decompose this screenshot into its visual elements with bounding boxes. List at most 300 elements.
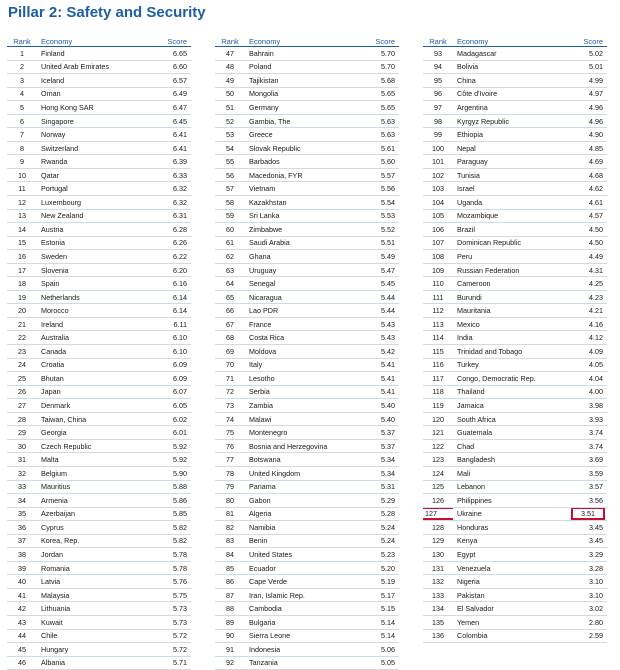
table-row <box>215 656 399 670</box>
economy-cell: Latvia <box>37 575 149 589</box>
rank-cell: 73 <box>215 399 245 413</box>
economy-cell: Russian Federation <box>453 263 565 277</box>
score-cell: 6.05 <box>149 399 191 413</box>
economy-cell: Moldova <box>245 345 357 359</box>
table-row <box>423 588 607 602</box>
table-row <box>423 561 607 575</box>
score-cell: 3.45 <box>565 521 607 535</box>
table-row <box>423 372 607 386</box>
economy-cell: New Zealand <box>37 209 149 223</box>
rank-cell: 61 <box>215 236 245 250</box>
table-row <box>423 575 607 589</box>
table-row <box>7 372 191 386</box>
score-cell: 5.63 <box>357 128 399 142</box>
economy-cell: Ukraine <box>453 507 565 521</box>
economy-cell: India <box>453 331 565 345</box>
table-row <box>215 521 399 535</box>
economy-cell: United States <box>245 548 357 562</box>
economy-cell: Canada <box>37 345 149 359</box>
score-cell: 5.17 <box>357 588 399 602</box>
economy-cell: Slovenia <box>37 263 149 277</box>
rank-cell: 69 <box>215 345 245 359</box>
score-cell: 5.65 <box>357 87 399 101</box>
score-cell: 5.78 <box>149 548 191 562</box>
table-row <box>423 466 607 480</box>
rank-cell: 59 <box>215 209 245 223</box>
score-cell: 4.09 <box>565 345 607 359</box>
rank-cell: 67 <box>215 317 245 331</box>
rank-cell: 108 <box>423 250 453 264</box>
economy-cell: China <box>453 74 565 88</box>
score-cell: 5.56 <box>357 182 399 196</box>
rank-header: Rank <box>215 36 245 47</box>
score-cell: 5.40 <box>357 412 399 426</box>
score-cell: 5.41 <box>357 372 399 386</box>
rank-cell: 72 <box>215 385 245 399</box>
score-cell: 4.57 <box>565 209 607 223</box>
score-cell: 5.65 <box>357 101 399 115</box>
table-row <box>215 155 399 169</box>
economy-cell: Yemen <box>453 615 565 629</box>
economy-cell: Argentina <box>453 101 565 115</box>
economy-cell: Taiwan, China <box>37 412 149 426</box>
table-row <box>215 615 399 629</box>
table-row <box>215 196 399 210</box>
score-cell: 4.23 <box>565 290 607 304</box>
economy-cell: Bangladesh <box>453 453 565 467</box>
economy-cell: Egypt <box>453 548 565 562</box>
table-row <box>423 250 607 264</box>
score-cell: 6.45 <box>149 114 191 128</box>
score-cell: 5.19 <box>357 575 399 589</box>
score-cell: 5.70 <box>357 47 399 61</box>
table-row <box>7 643 191 657</box>
economy-cell: Iran, Islamic Rep. <box>245 588 357 602</box>
table-row <box>7 494 191 508</box>
table-row <box>7 561 191 575</box>
rank-header: Rank <box>423 36 453 47</box>
table-row <box>7 87 191 101</box>
rank-cell: 57 <box>215 182 245 196</box>
table-row <box>215 466 399 480</box>
rank-cell: 100 <box>423 141 453 155</box>
score-cell: 4.90 <box>565 128 607 142</box>
economy-cell: Morocco <box>37 304 149 318</box>
score-cell: 5.60 <box>357 155 399 169</box>
economy-cell: Bolivia <box>453 60 565 74</box>
score-cell: 5.63 <box>357 114 399 128</box>
ranking-table <box>423 36 607 643</box>
score-cell: 3.28 <box>565 561 607 575</box>
table-row <box>423 114 607 128</box>
score-cell: 5.86 <box>149 494 191 508</box>
rank-cell: 14 <box>7 223 37 237</box>
score-cell: 5.92 <box>149 439 191 453</box>
rank-cell: 66 <box>215 304 245 318</box>
rank-cell: 130 <box>423 548 453 562</box>
table-row <box>423 412 607 426</box>
score-cell: 6.31 <box>149 209 191 223</box>
score-cell: 5.78 <box>149 561 191 575</box>
economy-cell: Finland <box>37 47 149 61</box>
table-row <box>7 575 191 589</box>
economy-cell: Portugal <box>37 182 149 196</box>
score-cell: 5.01 <box>565 60 607 74</box>
score-header: Score <box>357 36 399 47</box>
table-row <box>423 101 607 115</box>
economy-cell: Greece <box>245 128 357 142</box>
rank-cell: 120 <box>423 412 453 426</box>
economy-cell: Mongolia <box>245 87 357 101</box>
table-row <box>7 182 191 196</box>
table-row <box>7 236 191 250</box>
economy-cell: Bosnia and Herzegovina <box>245 439 357 453</box>
rank-cell: 135 <box>423 615 453 629</box>
economy-cell: Lesotho <box>245 372 357 386</box>
table-row <box>7 290 191 304</box>
table-row <box>215 128 399 142</box>
table-row <box>215 74 399 88</box>
score-cell: 5.90 <box>149 466 191 480</box>
economy-cell: Senegal <box>245 277 357 291</box>
economy-cell: Armenia <box>37 494 149 508</box>
score-cell: 3.29 <box>565 548 607 562</box>
rank-cell: 52 <box>215 114 245 128</box>
ranking-column-1 <box>7 36 191 668</box>
ranking-table <box>215 36 399 670</box>
economy-cell: Poland <box>245 60 357 74</box>
score-cell: 4.50 <box>565 223 607 237</box>
rank-cell: 103 <box>423 182 453 196</box>
economy-cell: Albania <box>37 656 149 670</box>
economy-cell: Bulgaria <box>245 615 357 629</box>
economy-cell: Vietnam <box>245 182 357 196</box>
score-cell: 4.62 <box>565 182 607 196</box>
economy-cell: Tajikistan <box>245 74 357 88</box>
score-cell: 5.42 <box>357 345 399 359</box>
score-cell: 5.57 <box>357 168 399 182</box>
rank-cell: 64 <box>215 277 245 291</box>
table-row <box>7 602 191 616</box>
table-row <box>215 87 399 101</box>
rank-cell: 48 <box>215 60 245 74</box>
economy-cell: Sweden <box>37 250 149 264</box>
rank-cell: 40 <box>7 575 37 589</box>
economy-cell: Austria <box>37 223 149 237</box>
rank-cell: 19 <box>7 290 37 304</box>
economy-cell: Qatar <box>37 168 149 182</box>
score-cell: 4.99 <box>565 74 607 88</box>
rank-cell: 109 <box>423 263 453 277</box>
table-row <box>7 412 191 426</box>
economy-cell: Japan <box>37 385 149 399</box>
economy-cell: Saudi Arabia <box>245 236 357 250</box>
score-cell: 5.20 <box>357 561 399 575</box>
economy-cell: Burundi <box>453 290 565 304</box>
rank-cell: 17 <box>7 263 37 277</box>
rank-cell: 90 <box>215 629 245 643</box>
score-cell: 5.47 <box>357 263 399 277</box>
score-cell: 5.23 <box>357 548 399 562</box>
economy-cell: Congo, Democratic Rep. <box>453 372 565 386</box>
table-row <box>423 548 607 562</box>
table-row <box>215 399 399 413</box>
table-row <box>215 588 399 602</box>
table-row <box>423 290 607 304</box>
economy-header: Economy <box>245 36 357 47</box>
rank-cell: 117 <box>423 372 453 386</box>
table-row <box>215 236 399 250</box>
economy-cell: Botswana <box>245 453 357 467</box>
score-cell: 6.33 <box>149 168 191 182</box>
rank-cell: 98 <box>423 114 453 128</box>
rank-cell: 25 <box>7 372 37 386</box>
table-row <box>215 114 399 128</box>
score-cell: 5.53 <box>357 209 399 223</box>
rank-cell: 27 <box>7 399 37 413</box>
score-cell: 3.02 <box>565 602 607 616</box>
table-row <box>7 534 191 548</box>
score-cell: 4.25 <box>565 277 607 291</box>
economy-header: Economy <box>37 36 149 47</box>
rank-cell: 33 <box>7 480 37 494</box>
table-row <box>423 196 607 210</box>
economy-cell: Turkey <box>453 358 565 372</box>
economy-cell: Pakistan <box>453 588 565 602</box>
ranking-table <box>7 36 191 670</box>
table-row <box>7 507 191 521</box>
table-row <box>423 60 607 74</box>
economy-cell: Paraguay <box>453 155 565 169</box>
score-cell: 5.37 <box>357 439 399 453</box>
table-row <box>423 507 607 521</box>
rank-cell: 123 <box>423 453 453 467</box>
score-cell: 5.14 <box>357 629 399 643</box>
table-row <box>215 223 399 237</box>
table-row <box>215 101 399 115</box>
score-cell: 5.73 <box>149 602 191 616</box>
rank-cell: 9 <box>7 155 37 169</box>
table-row <box>215 548 399 562</box>
table-row <box>215 304 399 318</box>
economy-cell: Gambia, The <box>245 114 357 128</box>
economy-cell: Montenegro <box>245 426 357 440</box>
rank-cell: 11 <box>7 182 37 196</box>
table-row <box>215 250 399 264</box>
table-row <box>7 466 191 480</box>
rank-cell: 18 <box>7 277 37 291</box>
table-row <box>7 629 191 643</box>
score-cell: 5.70 <box>357 60 399 74</box>
table-row <box>423 426 607 440</box>
economy-cell: Iceland <box>37 74 149 88</box>
score-cell: 2.59 <box>565 629 607 643</box>
table-row <box>7 250 191 264</box>
rank-cell: 75 <box>215 426 245 440</box>
rank-cell: 26 <box>7 385 37 399</box>
table-row <box>423 345 607 359</box>
score-cell: 5.40 <box>357 399 399 413</box>
table-row <box>215 141 399 155</box>
table-row <box>7 331 191 345</box>
rank-cell: 92 <box>215 656 245 670</box>
table-row <box>215 629 399 643</box>
economy-cell: Rwanda <box>37 155 149 169</box>
economy-cell: Zimbabwe <box>245 223 357 237</box>
table-row <box>7 615 191 629</box>
economy-cell: Dominican Republic <box>453 236 565 250</box>
economy-cell: Nigeria <box>453 575 565 589</box>
rank-cell: 76 <box>215 439 245 453</box>
table-row <box>215 182 399 196</box>
score-cell: 4.50 <box>565 236 607 250</box>
table-row <box>423 453 607 467</box>
rank-cell: 44 <box>7 629 37 643</box>
table-row <box>215 643 399 657</box>
rank-cell: 1 <box>7 47 37 61</box>
rank-cell: 45 <box>7 643 37 657</box>
rank-cell: 68 <box>215 331 245 345</box>
score-cell: 5.44 <box>357 304 399 318</box>
rank-cell: 24 <box>7 358 37 372</box>
score-cell: 5.68 <box>357 74 399 88</box>
economy-cell: Hong Kong SAR <box>37 101 149 115</box>
economy-cell: Philippines <box>453 494 565 508</box>
economy-cell: Kyrgyz Republic <box>453 114 565 128</box>
rank-cell: 3 <box>7 74 37 88</box>
rank-cell: 6 <box>7 114 37 128</box>
economy-cell: Tunisia <box>453 168 565 182</box>
rank-cell: 104 <box>423 196 453 210</box>
score-cell: 5.06 <box>357 643 399 657</box>
table-row <box>423 534 607 548</box>
table-row <box>7 128 191 142</box>
score-cell: 4.31 <box>565 263 607 277</box>
rank-cell: 83 <box>215 534 245 548</box>
economy-cell: Estonia <box>37 236 149 250</box>
rank-cell: 96 <box>423 87 453 101</box>
economy-cell: Chad <box>453 439 565 453</box>
score-cell: 6.16 <box>149 277 191 291</box>
rank-cell: 85 <box>215 561 245 575</box>
score-cell-highlighted <box>565 507 607 521</box>
table-row <box>423 155 607 169</box>
economy-cell: Jordan <box>37 548 149 562</box>
score-cell: 5.05 <box>357 656 399 670</box>
economy-cell: Uruguay <box>245 263 357 277</box>
rank-cell: 37 <box>7 534 37 548</box>
table-row <box>423 480 607 494</box>
economy-cell: Panama <box>245 480 357 494</box>
table-row <box>215 263 399 277</box>
economy-cell: Indonesia <box>245 643 357 657</box>
economy-cell: Israel <box>453 182 565 196</box>
score-cell: 4.96 <box>565 114 607 128</box>
economy-cell: Tanzania <box>245 656 357 670</box>
rank-cell: 111 <box>423 290 453 304</box>
economy-cell: Trinidad and Tobago <box>453 345 565 359</box>
rank-cell: 116 <box>423 358 453 372</box>
rank-cell: 35 <box>7 507 37 521</box>
table-row <box>7 196 191 210</box>
ranking-column-2 <box>215 36 399 668</box>
economy-cell: El Salvador <box>453 602 565 616</box>
rank-cell: 129 <box>423 534 453 548</box>
rank-cell: 30 <box>7 439 37 453</box>
score-cell: 5.43 <box>357 331 399 345</box>
score-cell: 4.61 <box>565 196 607 210</box>
rank-cell: 50 <box>215 87 245 101</box>
table-row <box>7 60 191 74</box>
economy-cell: Australia <box>37 331 149 345</box>
table-row <box>7 223 191 237</box>
rank-cell: 47 <box>215 47 245 61</box>
rank-cell: 63 <box>215 263 245 277</box>
rank-cell: 128 <box>423 521 453 535</box>
economy-cell: Georgia <box>37 426 149 440</box>
rank-cell: 15 <box>7 236 37 250</box>
rank-cell: 121 <box>423 426 453 440</box>
score-cell: 5.61 <box>357 141 399 155</box>
table-row <box>423 317 607 331</box>
economy-cell: Switzerland <box>37 141 149 155</box>
rank-cell: 56 <box>215 168 245 182</box>
rank-cell: 46 <box>7 656 37 670</box>
rank-cell: 118 <box>423 385 453 399</box>
score-cell: 6.65 <box>149 47 191 61</box>
rank-cell: 105 <box>423 209 453 223</box>
score-cell: 5.72 <box>149 643 191 657</box>
score-cell: 3.69 <box>565 453 607 467</box>
score-cell: 5.34 <box>357 453 399 467</box>
score-cell: 6.14 <box>149 290 191 304</box>
table-row <box>7 399 191 413</box>
table-row <box>423 236 607 250</box>
score-cell: 5.54 <box>357 196 399 210</box>
score-cell: 4.12 <box>565 331 607 345</box>
table-row <box>7 304 191 318</box>
rank-cell: 60 <box>215 223 245 237</box>
score-cell: 4.21 <box>565 304 607 318</box>
rank-cell: 71 <box>215 372 245 386</box>
economy-cell: Jamaica <box>453 399 565 413</box>
table-row <box>7 114 191 128</box>
table-row <box>423 263 607 277</box>
economy-cell: Cameroon <box>453 277 565 291</box>
table-row <box>215 534 399 548</box>
table-row <box>423 277 607 291</box>
economy-cell: United Arab Emirates <box>37 60 149 74</box>
score-cell: 6.20 <box>149 263 191 277</box>
economy-cell: Sri Lanka <box>245 209 357 223</box>
score-cell: 5.24 <box>357 534 399 548</box>
rank-cell: 62 <box>215 250 245 264</box>
rank-cell: 99 <box>423 128 453 142</box>
economy-cell: Nicaragua <box>245 290 357 304</box>
economy-cell: Lithuania <box>37 602 149 616</box>
table-row <box>7 317 191 331</box>
table-row <box>423 47 607 61</box>
score-cell: 6.47 <box>149 101 191 115</box>
table-row <box>423 128 607 142</box>
table-row <box>423 399 607 413</box>
table-row <box>215 439 399 453</box>
score-cell: 6.49 <box>149 87 191 101</box>
score-cell: 5.24 <box>357 521 399 535</box>
table-row <box>7 358 191 372</box>
rank-cell: 22 <box>7 331 37 345</box>
table-row <box>423 304 607 318</box>
